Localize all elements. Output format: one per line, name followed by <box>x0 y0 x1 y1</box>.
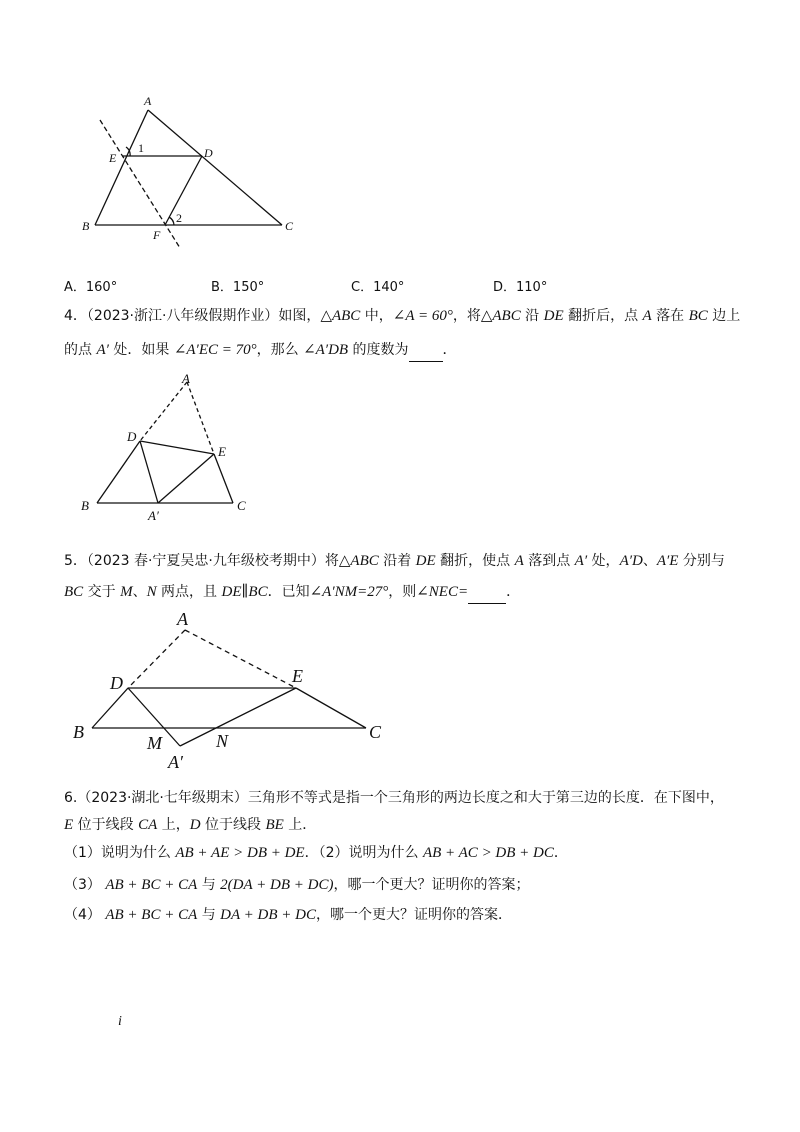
q5-label-c: C <box>369 722 382 742</box>
q5-label-m: M <box>147 733 162 753</box>
q4-segment-ea <box>158 454 214 503</box>
q4-dashed-ae <box>187 382 214 454</box>
q5-dashed-ad <box>128 630 185 688</box>
q4-figure <box>70 370 270 525</box>
q4-label-aprime: A′ <box>148 508 159 523</box>
q5-label-aprime: A′ <box>168 752 183 772</box>
q3-angle2-arc <box>169 217 174 225</box>
q3-label-b: B <box>82 219 90 233</box>
q3-choice-c: C．140° <box>351 280 405 295</box>
q4-line1: 4．（2023·浙江·八年级假期作业）如图，△ABC 中，∠A = 60°，将△ABC 沿 DE 翻折后，点 A 落在 BC 边上 <box>64 308 741 324</box>
q4-label-a: A <box>182 371 190 386</box>
q5-label-a: A <box>177 609 188 629</box>
q3-label-angle2: 2 <box>176 211 182 225</box>
q4-side-ec <box>214 454 233 503</box>
q3-figure <box>70 90 310 250</box>
q3-label-a: A <box>144 94 152 108</box>
q4-label-d: D <box>127 429 137 444</box>
q5-side-db <box>92 688 128 728</box>
q4-label-c: C <box>237 498 246 513</box>
q3-side-ac <box>148 110 282 225</box>
q5-line2: BC 交于 M、N 两点，且 DE∥BC．已知∠A′NM=27°，则∠NEC= ． <box>64 581 520 604</box>
q3-choice-b: B．150° <box>211 280 265 295</box>
q4-side-db <box>97 441 140 503</box>
q3-label-angle1: 1 <box>138 141 144 155</box>
q5-answer-blank[interactable] <box>468 581 506 604</box>
q5-side-ec <box>296 688 366 728</box>
q5-label-d: D <box>110 673 123 693</box>
q4-segment-da <box>140 441 158 503</box>
footer-mark: i <box>118 1014 122 1029</box>
q6-part1-2: （1）说明为什么 AB + AE > DB + DE．（2）说明为什么 AB + AC > DB + DC． <box>64 845 568 861</box>
q5-label-b: B <box>73 722 84 742</box>
q3-fold-line <box>100 120 180 248</box>
q6-part3: （3） AB + BC + CA 与 2(DA + DB + DC)，哪一个更大？证明你的答案； <box>64 877 530 893</box>
q4-fold-de <box>140 441 214 454</box>
q4-line2: 的点 A′ 处．如果 ∠A′EC = 70°，那么 ∠A′DB 的度数为 ． <box>64 339 457 362</box>
q3-choice-d: D．110° <box>493 280 548 295</box>
q6-line1: 6.（2023·湖北·七年级期末）三角形不等式是指一个三角形的两边长度之和大于第三边的长度．在下图中， <box>64 790 724 806</box>
q5-label-n: N <box>216 731 229 751</box>
q4-answer-blank[interactable] <box>409 339 443 362</box>
q5-dashed-ae <box>185 630 296 688</box>
q5-label-e: E <box>292 666 303 686</box>
q6-part4: （4） AB + BC + CA 与 DA + DB + DC，哪一个更大？证明你的答案． <box>64 907 512 923</box>
q5-line1: 5．（2023 春·宁夏吴忠·九年级校考期中）将△ABC 沿着 DE 翻折，使点 A 落到点 A′ 处，A′D、A′E 分别与 <box>64 553 725 569</box>
q3-label-e: E <box>109 151 117 165</box>
q5-figure <box>70 605 400 775</box>
q4-label-e: E <box>218 444 226 459</box>
q5-segment-ea <box>180 688 296 746</box>
q3-label-c: C <box>285 219 294 233</box>
q3-label-f: F <box>153 228 161 242</box>
q3-segment-df <box>165 156 202 225</box>
q4-label-b: B <box>81 498 89 513</box>
q3-label-d: D <box>204 146 213 160</box>
q6-line2: E 位于线段 CA 上，D 位于线段 BE 上． <box>64 817 317 833</box>
q3-side-ab <box>95 110 148 225</box>
q4-dashed-ad <box>140 382 187 441</box>
q3-choice-a: A．160° <box>64 280 118 295</box>
